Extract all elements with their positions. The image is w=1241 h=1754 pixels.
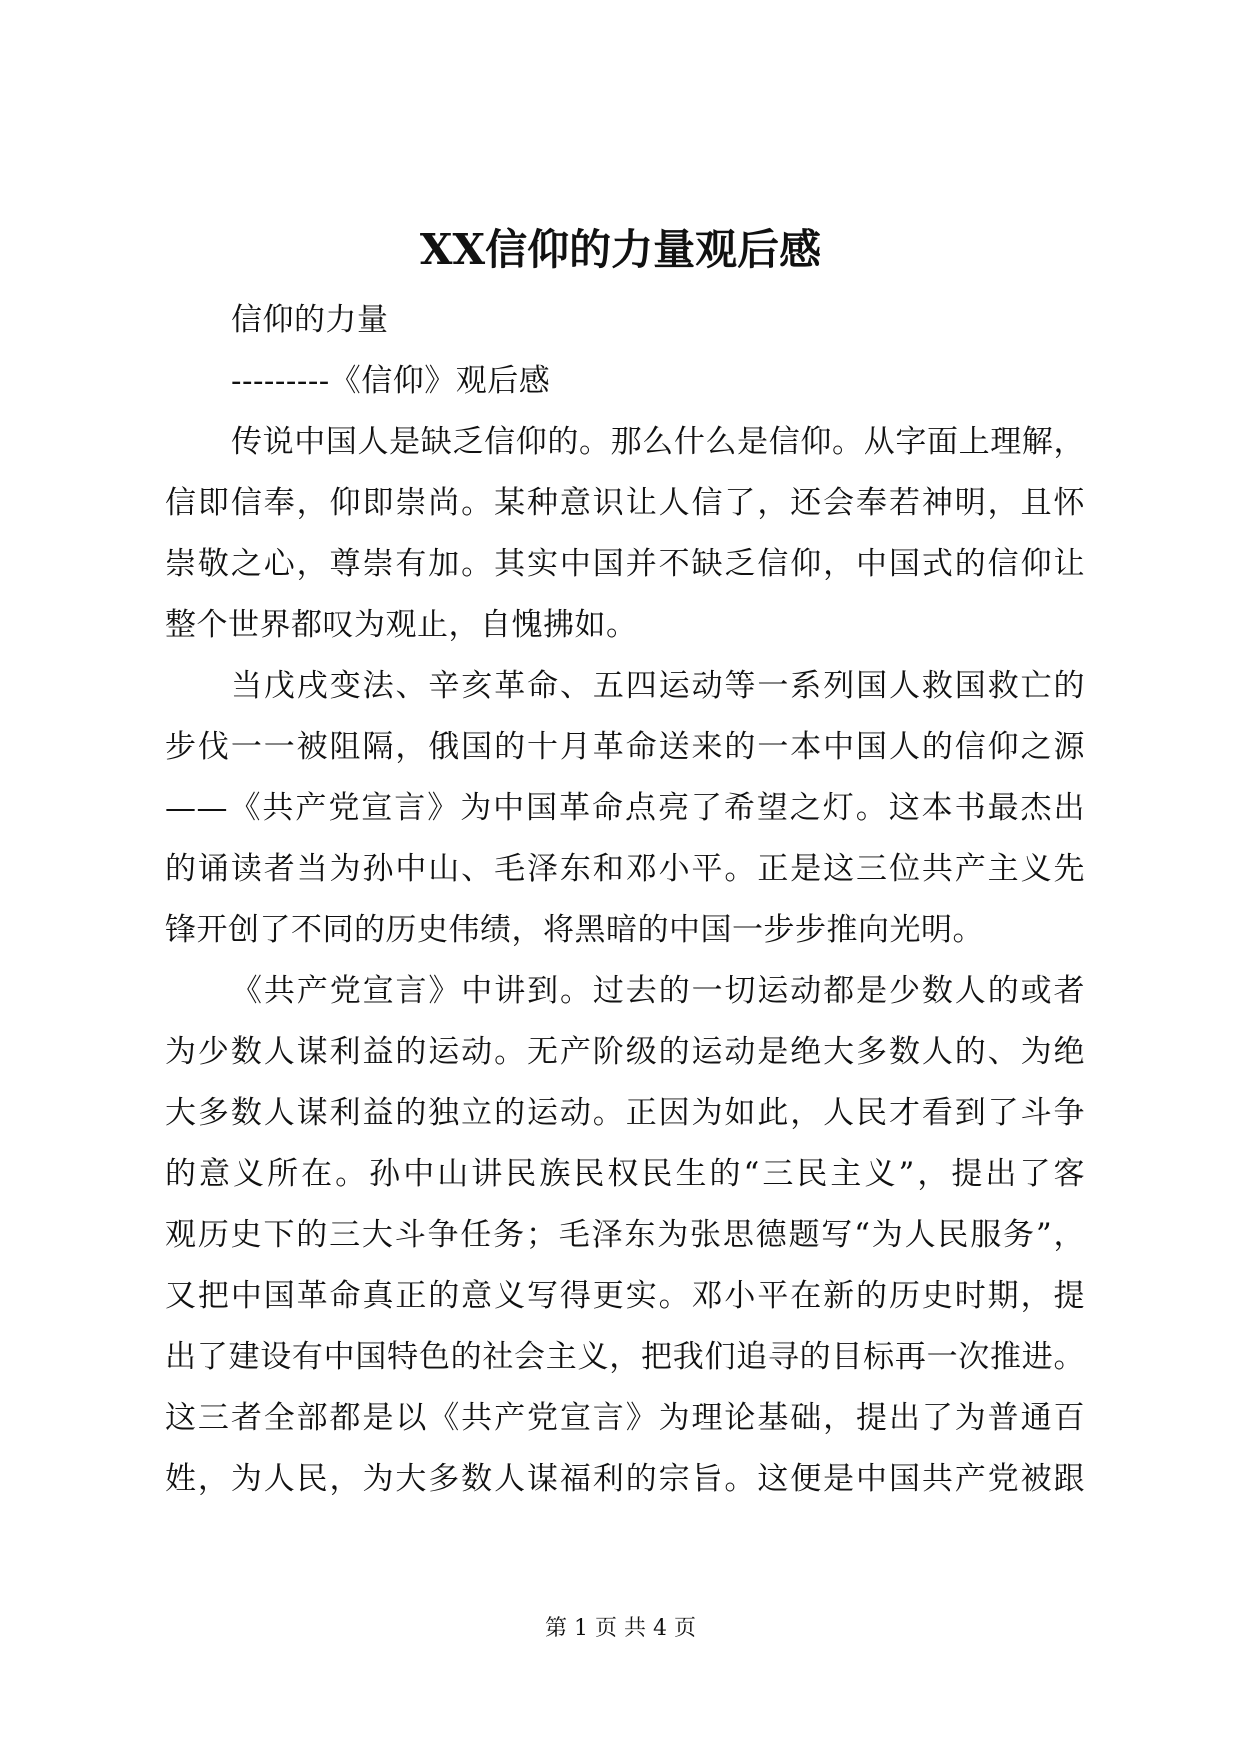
paragraph-line: 信即信奉，仰即崇尚。某种意识让人信了，还会奉若神明，且怀	[165, 485, 1085, 521]
paragraph-line: 的诵读者当为孙中山、毛泽东和邓小平。正是这三位共产主义先	[165, 851, 1085, 887]
document-body	[165, 290, 1085, 1510]
document-title: XX信仰的力量观后感	[419, 225, 822, 274]
paragraph-line: 《共产党宣言》中讲到。过去的一切运动都是少数人的或者	[231, 973, 1085, 1009]
paragraph-line: 崇敬之心，尊崇有加。其实中国并不缺乏信仰，中国式的信仰让	[165, 546, 1085, 582]
paragraph-line: 当戊戌变法、辛亥革命、五四运动等一系列国人救国救亡的	[231, 668, 1085, 704]
page-footer	[0, 1614, 1241, 1644]
paragraph-line: 观历史下的三大斗争任务；毛泽东为张思德题写“为人民服务”，	[165, 1217, 1085, 1253]
paragraph-line: 锋开创了不同的历史伟绩，将黑暗的中国一步步推向光明。	[165, 912, 984, 948]
paragraph-line: 整个世界都叹为观止，自愧拂如。	[165, 607, 638, 643]
paragraph-line: 姓，为人民，为大多数人谋福利的宗旨。这便是中国共产党被跟	[165, 1461, 1085, 1497]
paragraph-line: ——《共产党宣言》为中国革命点亮了希望之灯。这本书最杰出	[165, 790, 1085, 826]
paragraph-line: 的意义所在。孙中山讲民族民权民生的“三民主义”，提出了客	[165, 1156, 1085, 1192]
paragraph-line: 传说中国人是缺乏信仰的。那么什么是信仰。从字面上理解，	[231, 424, 1085, 460]
paragraph-line: 又把中国革命真正的意义写得更实。邓小平在新的历史时期，提	[165, 1278, 1085, 1314]
page-number: 第 1 页	[545, 1616, 617, 1641]
paragraph-line: 大多数人谋利益的独立的运动。正因为如此，人民才看到了斗争	[165, 1095, 1085, 1131]
paragraph-line: 步伐一一被阻隔，俄国的十月革命送来的一本中国人的信仰之源	[165, 729, 1085, 765]
paragraph-line: 为少数人谋利益的运动。无产阶级的运动是绝大多数人的、为绝	[165, 1034, 1085, 1070]
subtitle-line: 信仰的力量	[231, 302, 389, 338]
paragraph-line: 出了建设有中国特色的社会主义，把我们追寻的目标再一次推进。	[165, 1339, 1085, 1375]
subtitle-caption-line: ---------《信仰》观后感	[231, 363, 551, 399]
paragraph-line: 这三者全部都是以《共产党宣言》为理论基础，提出了为普通百	[165, 1400, 1085, 1436]
page-total: 共 4 页	[624, 1616, 696, 1641]
